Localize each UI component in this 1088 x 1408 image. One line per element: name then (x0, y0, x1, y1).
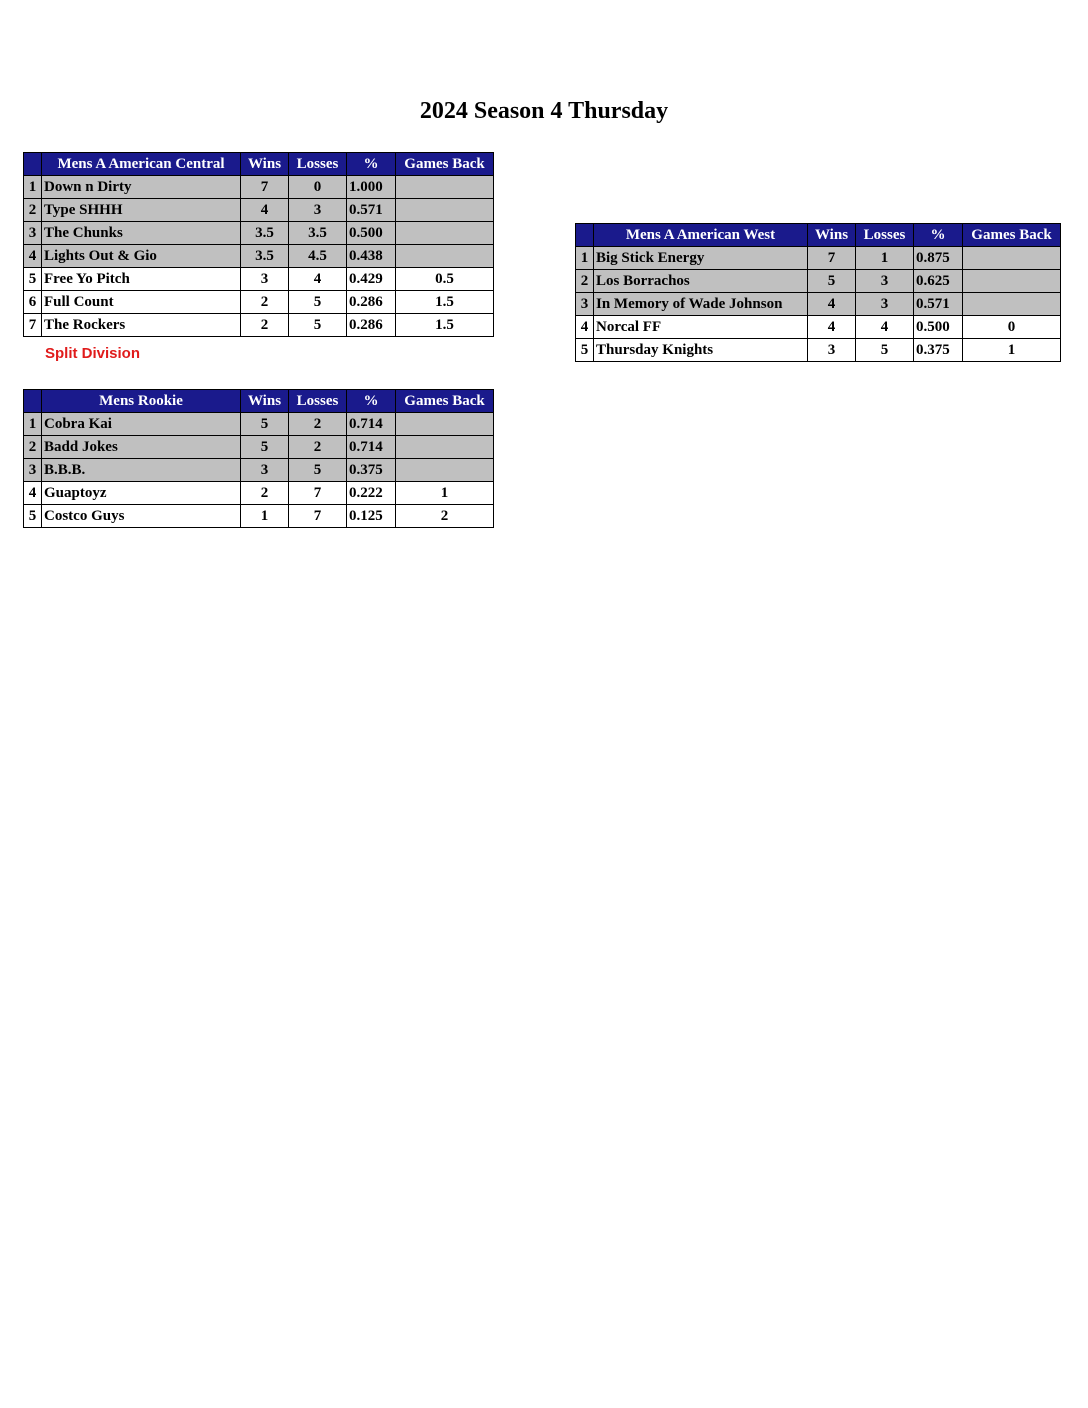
west-division-table (575, 223, 1061, 362)
wins-cell: 5 (241, 413, 289, 436)
rank-header (24, 390, 42, 413)
pct-cell: 0.286 (347, 314, 396, 337)
pct-cell: 0.625 (914, 270, 963, 293)
pct-cell: 0.714 (347, 413, 396, 436)
rank-cell: 5 (24, 505, 42, 528)
pct-cell: 1.000 (347, 176, 396, 199)
table-header-row (24, 153, 494, 176)
table-row (576, 270, 1061, 293)
team-name-cell: The Chunks (42, 222, 241, 245)
team-name-cell: Costco Guys (42, 505, 241, 528)
team-name-cell: Badd Jokes (42, 436, 241, 459)
games-back-cell: 1 (963, 339, 1061, 362)
rank-header (576, 224, 594, 247)
rookie-division-table (23, 389, 494, 528)
rank-cell: 4 (24, 482, 42, 505)
team-name-cell: In Memory of Wade Johnson (594, 293, 808, 316)
losses-cell: 2 (289, 413, 347, 436)
pct-cell: 0.500 (347, 222, 396, 245)
losses-cell: 2 (289, 436, 347, 459)
pct-cell: 0.571 (347, 199, 396, 222)
games-back-cell (396, 199, 494, 222)
table-row (24, 314, 494, 337)
wins-cell: 2 (241, 482, 289, 505)
losses-cell: 4.5 (289, 245, 347, 268)
wins-header: Wins (241, 390, 289, 413)
table-row (24, 245, 494, 268)
table-header-row (24, 390, 494, 413)
losses-cell: 5 (289, 314, 347, 337)
pct-header: % (347, 153, 396, 176)
rank-cell: 1 (576, 247, 594, 270)
pct-cell: 0.429 (347, 268, 396, 291)
losses-cell: 4 (856, 316, 914, 339)
pct-cell: 0.125 (347, 505, 396, 528)
rank-cell: 4 (576, 316, 594, 339)
team-name-cell: Down n Dirty (42, 176, 241, 199)
wins-cell: 7 (808, 247, 856, 270)
division-name-header: Mens A American West (594, 224, 808, 247)
games-back-header: Games Back (396, 153, 494, 176)
rank-cell: 1 (24, 413, 42, 436)
wins-cell: 4 (808, 293, 856, 316)
pct-cell: 0.438 (347, 245, 396, 268)
rank-cell: 2 (24, 199, 42, 222)
team-name-cell: B.B.B. (42, 459, 241, 482)
games-back-cell (963, 293, 1061, 316)
team-name-cell: Cobra Kai (42, 413, 241, 436)
wins-cell: 4 (808, 316, 856, 339)
losses-cell: 5 (856, 339, 914, 362)
team-name-cell: Thursday Knights (594, 339, 808, 362)
table-row (24, 436, 494, 459)
team-name-cell: Norcal FF (594, 316, 808, 339)
games-back-header: Games Back (963, 224, 1061, 247)
games-back-header: Games Back (396, 390, 494, 413)
wins-cell: 3.5 (241, 222, 289, 245)
team-name-cell: Los Borrachos (594, 270, 808, 293)
pct-header: % (347, 390, 396, 413)
table-row (24, 222, 494, 245)
rank-cell: 6 (24, 291, 42, 314)
games-back-cell (963, 247, 1061, 270)
table-row (24, 482, 494, 505)
games-back-cell (396, 436, 494, 459)
games-back-cell (396, 222, 494, 245)
team-name-cell: Guaptoyz (42, 482, 241, 505)
games-back-cell: 0.5 (396, 268, 494, 291)
games-back-cell (963, 270, 1061, 293)
table-row (24, 505, 494, 528)
wins-cell: 5 (808, 270, 856, 293)
games-back-cell: 1.5 (396, 291, 494, 314)
page-title: 2024 Season 4 Thursday (419, 98, 669, 124)
losses-header: Losses (289, 390, 347, 413)
losses-cell: 5 (289, 291, 347, 314)
rank-cell: 5 (24, 268, 42, 291)
table-row (576, 316, 1061, 339)
team-name-cell: Type SHHH (42, 199, 241, 222)
rank-cell: 7 (24, 314, 42, 337)
rank-cell: 3 (576, 293, 594, 316)
table-row (576, 247, 1061, 270)
wins-cell: 3 (241, 268, 289, 291)
wins-cell: 3.5 (241, 245, 289, 268)
games-back-cell: 1 (396, 482, 494, 505)
games-back-cell (396, 245, 494, 268)
table-row (24, 199, 494, 222)
losses-cell: 3.5 (289, 222, 347, 245)
team-name-cell: Full Count (42, 291, 241, 314)
games-back-cell (396, 459, 494, 482)
table-row (24, 176, 494, 199)
games-back-cell: 2 (396, 505, 494, 528)
division-name-header: Mens Rookie (42, 390, 241, 413)
losses-cell: 5 (289, 459, 347, 482)
losses-cell: 3 (856, 293, 914, 316)
wins-cell: 3 (241, 459, 289, 482)
team-name-cell: Lights Out & Gio (42, 245, 241, 268)
wins-cell: 3 (808, 339, 856, 362)
wins-cell: 5 (241, 436, 289, 459)
table-row (24, 268, 494, 291)
losses-header: Losses (856, 224, 914, 247)
pct-cell: 0.375 (347, 459, 396, 482)
losses-cell: 3 (856, 270, 914, 293)
table-row (24, 413, 494, 436)
losses-cell: 3 (289, 199, 347, 222)
losses-cell: 7 (289, 482, 347, 505)
losses-cell: 4 (289, 268, 347, 291)
wins-header: Wins (808, 224, 856, 247)
pct-cell: 0.714 (347, 436, 396, 459)
wins-cell: 2 (241, 314, 289, 337)
split-division-note: Split Division (45, 345, 141, 362)
table-header-row (576, 224, 1061, 247)
pct-cell: 0.222 (347, 482, 396, 505)
division-name-header: Mens A American Central (42, 153, 241, 176)
central-division-table (23, 152, 494, 337)
team-name-cell: The Rockers (42, 314, 241, 337)
pct-cell: 0.571 (914, 293, 963, 316)
losses-cell: 1 (856, 247, 914, 270)
table-row (24, 459, 494, 482)
wins-cell: 1 (241, 505, 289, 528)
rank-cell: 3 (24, 459, 42, 482)
rank-cell: 2 (576, 270, 594, 293)
games-back-cell (396, 176, 494, 199)
pct-cell: 0.286 (347, 291, 396, 314)
games-back-cell: 0 (963, 316, 1061, 339)
losses-cell: 0 (289, 176, 347, 199)
team-name-cell: Big Stick Energy (594, 247, 808, 270)
wins-cell: 4 (241, 199, 289, 222)
rank-cell: 2 (24, 436, 42, 459)
team-name-cell: Free Yo Pitch (42, 268, 241, 291)
table-row (576, 339, 1061, 362)
wins-cell: 7 (241, 176, 289, 199)
rank-cell: 3 (24, 222, 42, 245)
games-back-cell (396, 413, 494, 436)
wins-header: Wins (241, 153, 289, 176)
rank-cell: 4 (24, 245, 42, 268)
losses-header: Losses (289, 153, 347, 176)
pct-cell: 0.375 (914, 339, 963, 362)
games-back-cell: 1.5 (396, 314, 494, 337)
pct-cell: 0.875 (914, 247, 963, 270)
rank-header (24, 153, 42, 176)
table-row (24, 291, 494, 314)
rank-cell: 5 (576, 339, 594, 362)
pct-cell: 0.500 (914, 316, 963, 339)
wins-cell: 2 (241, 291, 289, 314)
pct-header: % (914, 224, 963, 247)
rank-cell: 1 (24, 176, 42, 199)
table-row (576, 293, 1061, 316)
losses-cell: 7 (289, 505, 347, 528)
